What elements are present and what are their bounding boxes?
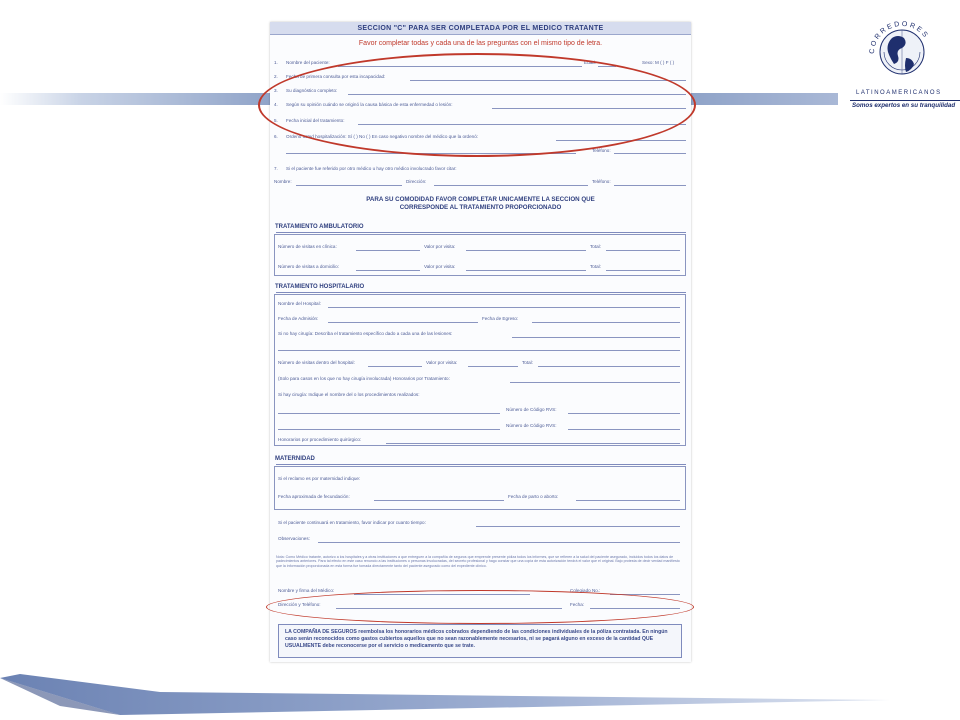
highlight-ellipse-bottom xyxy=(266,590,694,624)
field-sex-label: Sexo: M ( ) F ( ) xyxy=(642,60,675,65)
globe-icon xyxy=(864,14,940,86)
amb-home-visits-label: Número de visitas a domicilio: xyxy=(278,264,340,269)
hosp-surgery-fees-line[interactable] xyxy=(386,443,680,444)
hosp-rvs-code-2-line[interactable] xyxy=(568,429,680,430)
hosp-no-surgery-fees-label: (Solo para casos en los que no hay cirugía involucrada) Honorarios por Tratamiento: xyxy=(278,376,450,381)
comodidad-title-2: CORRESPONDE AL TRATAMIENTO PROPORCIONADO xyxy=(399,204,562,211)
logo-brand: LATINOAMERICANOS xyxy=(856,90,942,96)
date-label: Fecha: xyxy=(570,602,585,607)
field-num: 7. xyxy=(274,166,278,171)
highlight-ellipse-top xyxy=(258,53,696,157)
amb-home-visits-line[interactable] xyxy=(356,270,420,271)
field-phone-label: Teléfono: xyxy=(592,148,611,153)
continuation-line[interactable] xyxy=(476,526,680,527)
field-age-label: Edad: xyxy=(584,60,597,65)
amb-clinic-value-line[interactable] xyxy=(466,250,586,251)
hosp-visit-value-line[interactable] xyxy=(468,366,518,367)
hosp-total-label: Total: xyxy=(522,360,533,365)
amb-clinic-visits-label: Número de visitas en clínica: xyxy=(278,244,337,249)
hosp-surgery-label: Si hay cirugía: Indique el nombre del o los procedimientos realizados: xyxy=(278,392,420,397)
amb-home-value-line[interactable] xyxy=(466,270,586,271)
observations-line[interactable] xyxy=(318,542,680,543)
hosp-no-surgery-fees-line[interactable] xyxy=(510,382,680,383)
hosp-name-label: Nombre del Hospital: xyxy=(278,301,321,306)
field-ref-phone-line[interactable] xyxy=(614,185,686,186)
form-header: SECCION "C" PARA SER COMPLETADA POR EL MEDICO TRATANTE xyxy=(270,22,691,35)
section-hospital-box xyxy=(274,294,686,446)
reimbursement-notice xyxy=(278,624,682,658)
hosp-no-surgery-line-2[interactable] xyxy=(278,350,680,351)
logo-arc-text: CORREDORES xyxy=(868,20,930,55)
amb-home-total-label: Total: xyxy=(590,264,601,269)
field-ref-address-line[interactable] xyxy=(434,185,588,186)
hosp-total-line[interactable] xyxy=(538,366,680,367)
hosp-procedure-line-1[interactable] xyxy=(278,413,500,414)
form-instruction: Favor completar todas y cada una de las preguntas con el mismo tipo de letra. xyxy=(358,40,603,47)
hosp-rvs-code-1-line[interactable] xyxy=(568,413,680,414)
field-num: 5. xyxy=(274,118,278,123)
decorative-swoosh xyxy=(0,660,960,720)
hosp-visit-value-label: Valor por visita: xyxy=(426,360,458,365)
doctor-name-label: Nombre y firma del Médico: xyxy=(278,588,335,593)
field-ref-name-label: Nombre: xyxy=(274,179,292,184)
field-num: 6. xyxy=(274,134,278,139)
field-num: 4. xyxy=(274,102,278,107)
registration-label: Colegiado No.: xyxy=(570,588,601,593)
section-ambulatory-title: TRATAMIENTO AMBULATORIO xyxy=(275,224,364,230)
maternity-fecundation-label: Fecha aproximada de fecundación: xyxy=(278,494,350,499)
field-ref-name-line[interactable] xyxy=(296,185,402,186)
maternity-fecundation-line[interactable] xyxy=(374,500,504,501)
field-ref-phone-label: Teléfono: xyxy=(592,179,611,184)
hosp-name-line[interactable] xyxy=(328,307,680,308)
company-logo xyxy=(850,14,960,110)
field-num: 2. xyxy=(274,74,278,79)
hosp-procedure-line-2[interactable] xyxy=(278,429,500,430)
hosp-no-surgery-line[interactable] xyxy=(512,337,680,338)
field-first-consult-label: Fecha de primera consulta por esta incapacidad: xyxy=(286,74,386,79)
comodidad-title-1: PARA SU COMODIDAD FAVOR COMPLETAR UNICAMENTE LA SECCION QUE xyxy=(366,196,595,203)
hosp-admission-label: Fecha de Admisión: xyxy=(278,316,319,321)
section-divider xyxy=(276,464,686,465)
section-maternity-title: MATERNIDAD xyxy=(275,456,315,462)
hosp-no-surgery-label: Si no hay cirugía: Describa el tratamiento específico dado a cada una de las lesiones: xyxy=(278,331,453,336)
field-num: 1. xyxy=(274,60,278,65)
authorization-note: Nota: Como Médico tratante, autorizo a los hospitales y a otras instituciones a que entreguen a la compañía de seguros que emprende presente póliza todos los informes, que se refieren a la salud del paciente asegurado, incluidos todos los datos de padecimientos anteriores. Para tal efecto en este caso renuncio a las instituciones o personas involucradas, del secreto profesional y hago constar que una copia de esta autorización tendrá el valor que el original. Bajo protesta de decir verdad manifiesto que la información proporcionada en esta forma fue tomada directamente tanto del paciente asegurado como del expediente clínico. xyxy=(276,555,680,568)
section-divider xyxy=(276,232,686,233)
hosp-rvs-code-1-label: Número de Código RVS: xyxy=(506,407,557,412)
hosp-discharge-line[interactable] xyxy=(532,322,680,323)
field-treatment-start-label: Fecha inicial del tratamiento: xyxy=(286,118,345,123)
field-patient-name-label: Nombre del paciente: xyxy=(286,60,330,65)
section-hospital-title: TRATAMIENTO HOSPITALARIO xyxy=(275,284,365,290)
field-ref-address-label: Dirección: xyxy=(406,179,427,184)
field-hospitalization-label: Ordenó usted hospitalización: Sí ( ) No ( ) En caso negativo nombre del médico que la ordenó: xyxy=(286,134,479,139)
maternity-birth-line[interactable] xyxy=(576,500,680,501)
field-phone-line[interactable] xyxy=(614,153,686,154)
amb-clinic-visits-line[interactable] xyxy=(356,250,420,251)
amb-home-total-line[interactable] xyxy=(606,270,680,271)
maternity-birth-label: Fecha de parto o aborto: xyxy=(508,494,559,499)
hosp-admission-line[interactable] xyxy=(328,322,478,323)
hosp-discharge-label: Fecha de Egreso: xyxy=(482,316,519,321)
reimbursement-text: LA COMPAÑIA DE SEGUROS reembolsa los honorarios médicos cobrados dependiendo de las condiciones individuales de la póliza contratada. En ningún caso serán reconocidos como gastos cubiertos aquellos que no sean razonablemente necesarios, ni se pagará alguno en exceso de la cantidad QUE USUALMENTE debe reconocerse por el servicio o medicamento que se trate. xyxy=(285,629,668,649)
section-divider xyxy=(276,292,686,293)
field-diagnosis-label: Su diagnóstico completo: xyxy=(286,88,338,93)
field-cause-origin-label: Según su opinión cuándo se originó la causa básica de esta enfermedad o lesión: xyxy=(286,102,453,107)
decorative-band-left xyxy=(0,93,272,105)
hosp-rvs-code-2-label: Número de Código RVS: xyxy=(506,423,557,428)
hosp-visits-line[interactable] xyxy=(368,366,422,367)
decorative-band-right xyxy=(690,93,838,105)
maternity-claim-label: Si el reclamo es por maternidad indique: xyxy=(278,476,361,481)
observations-label: Observaciones: xyxy=(278,536,310,541)
address-phone-label: Dirección y Teléfono: xyxy=(278,602,321,607)
amb-clinic-total-label: Total: xyxy=(590,244,601,249)
amb-clinic-total-line[interactable] xyxy=(606,250,680,251)
hosp-surgery-fees-label: Honorarios por procedimiento quirúrgico: xyxy=(278,437,362,442)
continuation-label: Si el paciente continuará en tratamiento, favor indicar por cuanto tiempo: xyxy=(278,520,426,525)
logo-tagline: Somos expertos en su tranquilidad xyxy=(852,102,956,109)
hosp-visits-label: Número de visitas dentro del hospital: xyxy=(278,360,355,365)
amb-home-value-label: Valor por visita: xyxy=(424,264,456,269)
field-referred-label: Si el paciente fue referido por otro médico u hay otro médico involucrado favor citar: xyxy=(286,166,457,171)
logo-divider xyxy=(850,100,960,101)
amb-clinic-value-label: Valor por visita: xyxy=(424,244,456,249)
field-num: 3. xyxy=(274,88,278,93)
section-maternity-box xyxy=(274,466,686,510)
